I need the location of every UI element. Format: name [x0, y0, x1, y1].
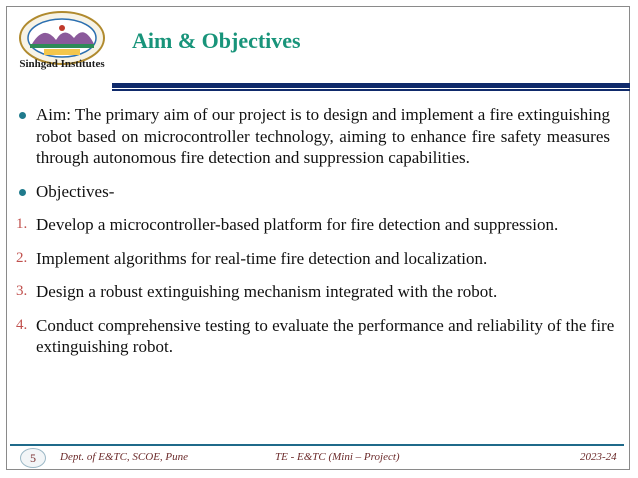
footer-year: 2023-24 — [580, 451, 617, 463]
item-number: 3. — [16, 283, 28, 299]
item-text: Develop a microcontroller-based platform for fire detection and suppression. — [36, 215, 559, 234]
list-item — [16, 248, 624, 270]
footer-dept: Dept. of E&TC, SCOE, Pune — [60, 451, 189, 463]
aim-paragraph — [16, 104, 610, 169]
list-item — [16, 214, 624, 236]
aim-text: Aim: The primary aim of our project is to design and implement a fire extinguishing robot based on microcontroller technology, aiming to enhance fire safety measures through autonomous fire detection and suppression capabilities. — [36, 105, 610, 167]
item-number: 1. — [16, 216, 28, 232]
item-number: 2. — [16, 249, 28, 266]
objectives-heading-text: Objectives- — [36, 181, 115, 201]
slide-title: Aim & Objectives — [132, 28, 301, 53]
bullet-icon — [19, 189, 26, 196]
item-text: Conduct comprehensive testing to evaluate the performance and reliability of the fire extinguishing robot. — [36, 315, 615, 356]
item-text: Design a robust extinguishing mechanism integrated with the robot. — [36, 282, 498, 301]
item-number: 4. — [16, 316, 28, 333]
list-item — [16, 315, 624, 358]
footer-course: TE - E&TC (Mini – Project) — [275, 451, 400, 463]
logo-caption: Sinhgad Institutes — [19, 58, 105, 70]
header-bar-thin — [112, 89, 630, 91]
page-number: 5 — [20, 448, 46, 468]
slide-content — [16, 104, 624, 358]
list-item — [16, 281, 624, 303]
header-bar — [112, 83, 630, 88]
objectives-heading — [16, 181, 624, 203]
bullet-icon — [19, 112, 26, 119]
footer-bar — [10, 444, 624, 446]
item-text: Implement algorithms for real-time fire detection and localization. — [36, 248, 488, 268]
